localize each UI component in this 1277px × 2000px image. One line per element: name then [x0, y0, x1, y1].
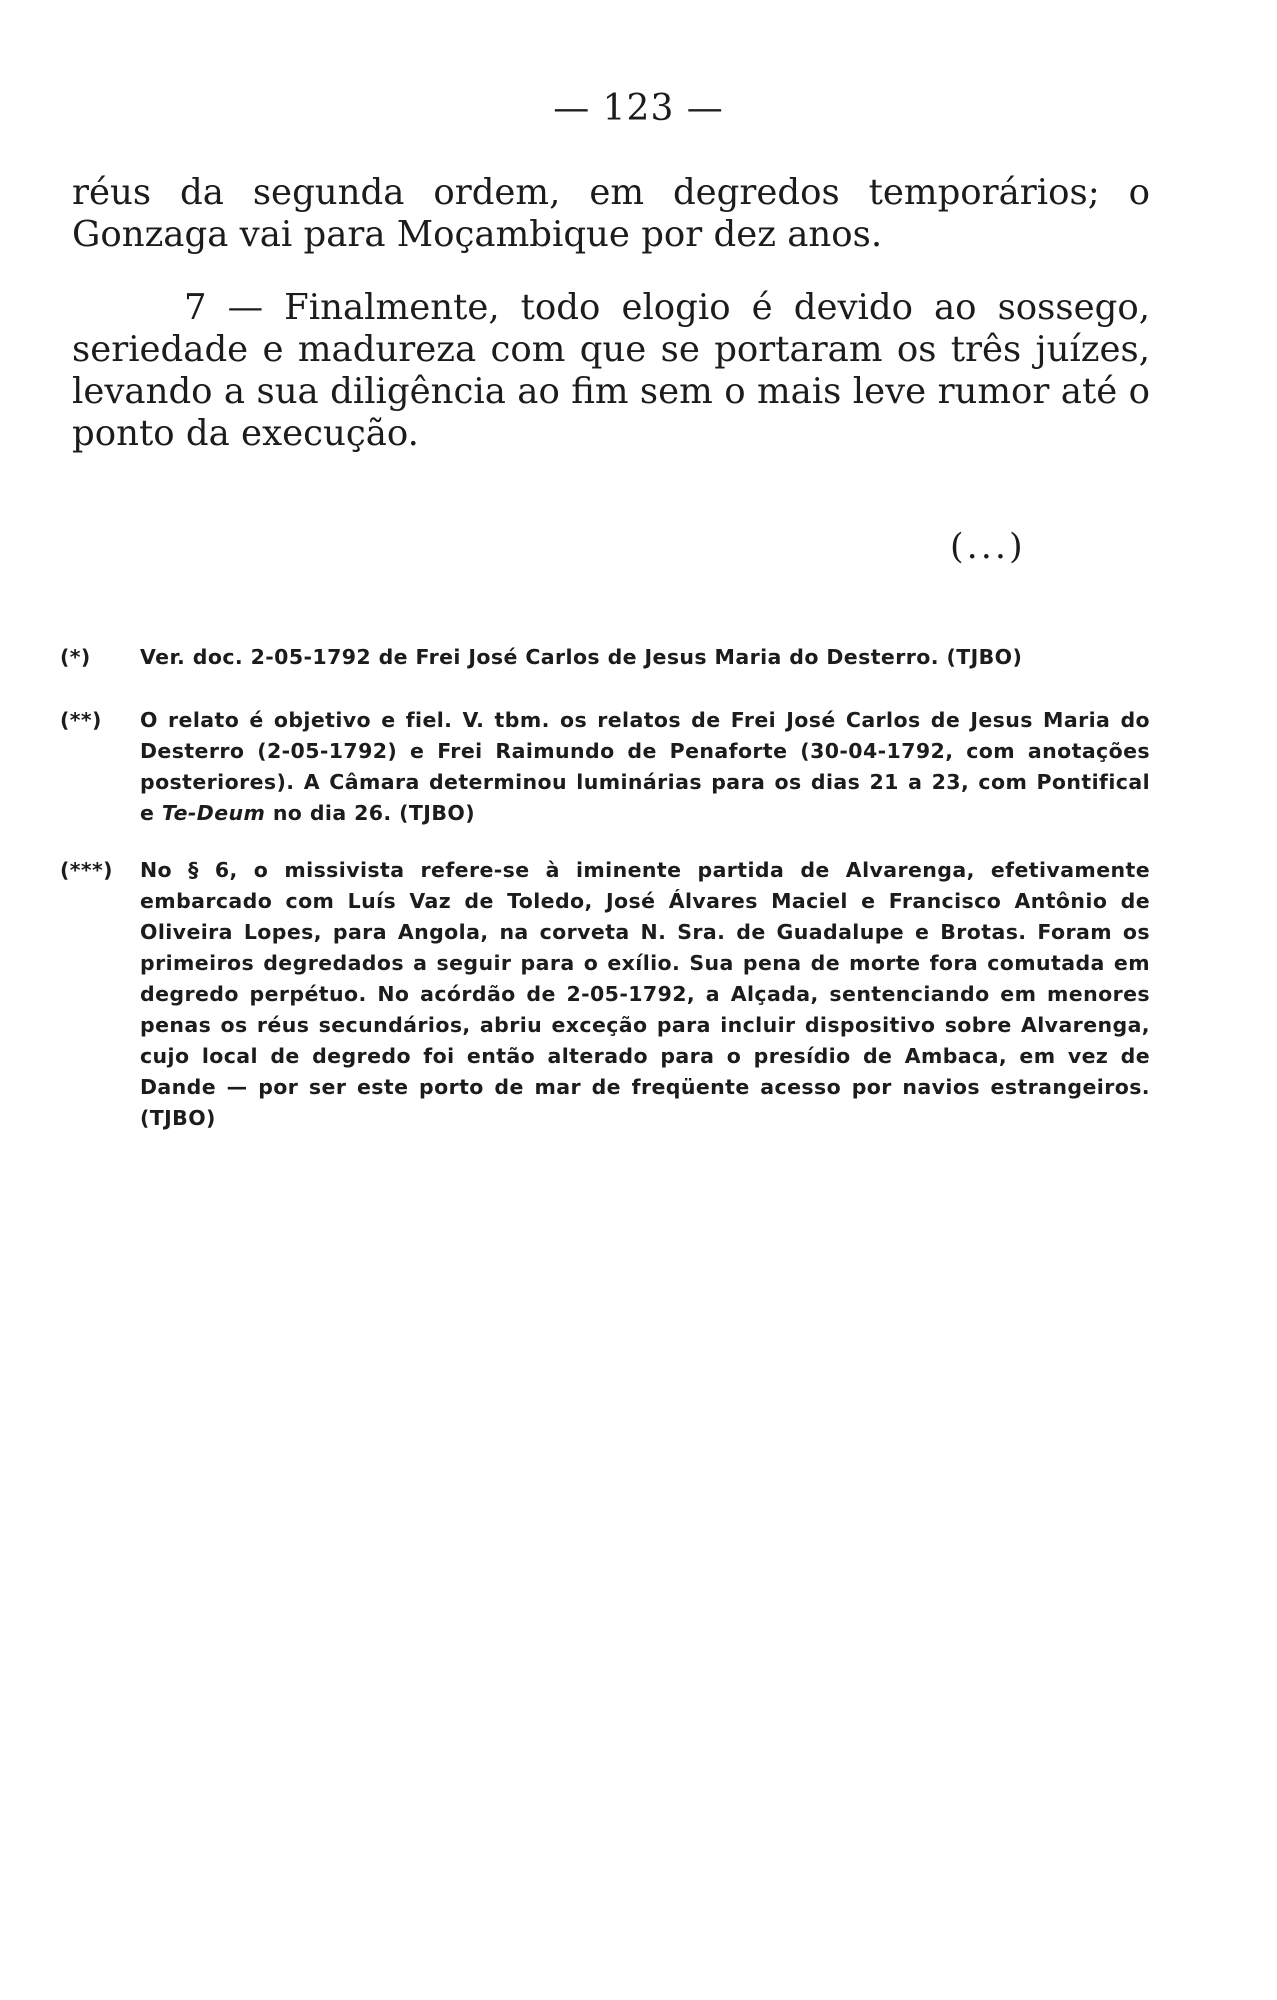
footnote-2-text-after: no dia 26. (TJBO): [265, 801, 475, 825]
footnote-2-text: [140, 705, 1150, 829]
footnote-1-text: Ver. doc. 2-05-1792 de Frei José Carlos de Jesus Maria do Desterro. (TJBO): [140, 645, 1023, 669]
footnote-3-mark: (***): [60, 858, 113, 882]
footnote-2-mark: (**): [60, 708, 102, 732]
paragraph-item-7: [72, 287, 1150, 455]
omission-ellipsis: (...): [950, 527, 1026, 567]
footnote-2-text-before: O relato é objetivo e fiel. V. tbm. os relatos de Frei José Carlos de Jesus Maria do Desterro (2-05-1792) e Frei Raimundo de Penaforte (30-04-1792, com anotações posteriores). A Câmara determinou luminárias para os dias 21 a 23, com Pontifical e: [140, 708, 1150, 825]
footnote-2-text-italic: Te-Deum: [161, 801, 266, 825]
paragraph-item-7-text: 7 — Finalmente, todo elogio é devido ao sossego, seriedade e madureza com que se portaram os três juízes, levando a sua diligência ao fim sem o mais leve rumor até o ponto da execução.: [72, 287, 1150, 454]
footnote-1-mark: (*): [60, 645, 91, 669]
footnote-2: [60, 705, 1150, 829]
page-number: — 123 —: [553, 88, 724, 129]
footnote-3: [60, 855, 1150, 1134]
footnote-1: [60, 642, 1150, 673]
paragraph-continuation: réus da segunda ordem, em degredos temporários; o Gonzaga vai para Moçambique por dez anos.: [72, 172, 1150, 255]
footnote-3-text: No § 6, o missivista refere-se à iminente partida de Alvarenga, efetivamente embarcado com Luís Vaz de Toledo, José Álvares Maciel e Francisco Antônio de Oliveira Lopes, para Angola, na corveta N. Sra. de Guadalupe e Brotas. Foram os primeiros degredados a seguir para o exílio. Sua pena de morte fora comutada em degredo perpétuo. No acórdão de 2-05-1792, a Alçada, sentenciando em menores penas os réus secundários, abriu exceção para incluir dispositivo sobre Alvarenga, cujo local de degredo foi então alterado para o presídio de Ambaca, em vez de Dande — por ser este porto de mar de freqüente acesso por navios estrangeiros. (TJBO): [140, 858, 1150, 1130]
